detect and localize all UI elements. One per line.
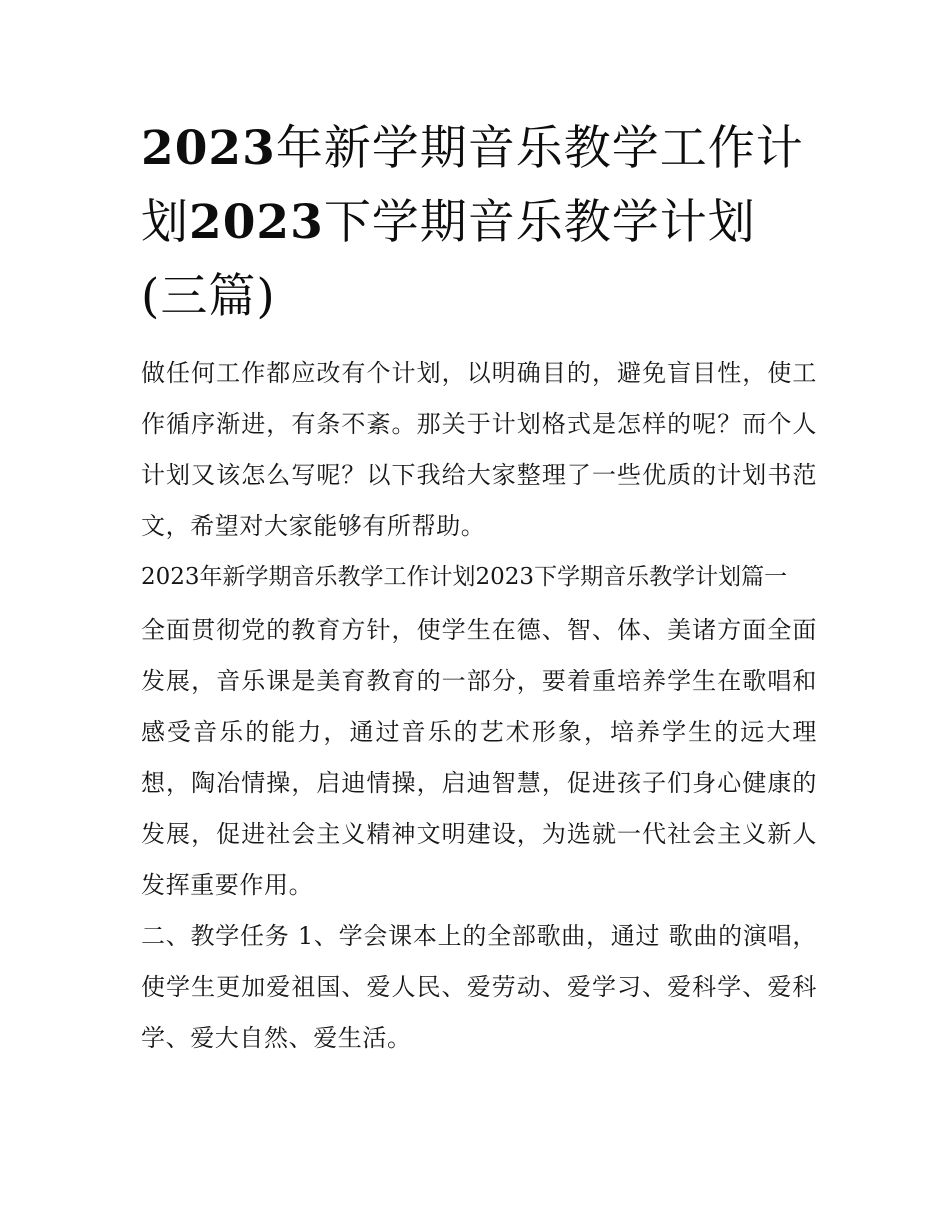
- title-part-1: 年新学期音乐教学工作计划: [141, 121, 804, 250]
- title-year-1: 2023: [141, 121, 276, 176]
- document-title: [141, 112, 817, 334]
- aims-paragraph: 全面贯彻党的教育方针，使学生在德、智、体、美诸方面全面发展，音乐课是美育教育的一部分，要着重培养学生在歌唱和感受音乐的能力，通过音乐的艺术形象，培养学生的远大理想，陶冶情操，启迪情操，启迪智慧，促进孩子们身心健康的发展，促进社会主义精神文明建设，为选就一代社会主义新人发挥重要作用。: [141, 616, 817, 899]
- title-year-2: 2023: [189, 195, 324, 250]
- tasks-paragraph: 二、教学任务 1、学会课本上的全部歌曲，通过 歌曲的演唱，使学生更加爱祖国、爱人民、爱劳动、爱学习、爱科学、爱科学、爱大自然、爱生活。: [141, 922, 817, 1052]
- title-part-2: 下学期音乐教学计划(三篇): [141, 195, 756, 324]
- document-body: [141, 112, 817, 1064]
- section-heading: 2023年新学期音乐教学工作计划2023下学期音乐教学计划篇一: [141, 564, 788, 590]
- intro-paragraph: 做任何工作都应改有个计划，以明确目的，避免盲目性，使工作循序渐进，有条不紊。那关于计划格式是怎样的呢？而个人计划又该怎么写呢？以下我给大家整理了一些优质的计划书范文，希望对大家能够有所帮助。: [141, 359, 817, 540]
